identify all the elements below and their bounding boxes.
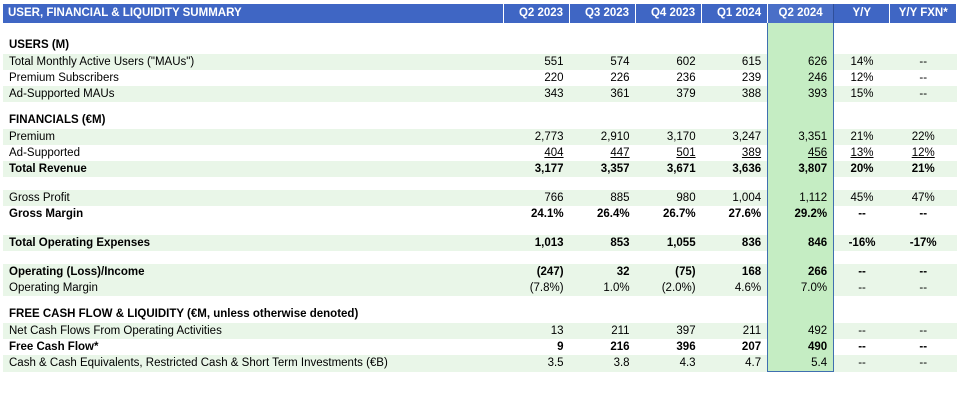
cell: 24.1%: [530, 208, 564, 220]
cell: 13%: [850, 147, 874, 159]
cell: --: [834, 355, 890, 372]
cell: 12%: [911, 147, 935, 159]
row-label: Premium: [3, 129, 504, 145]
cell: 4.3: [636, 355, 702, 372]
table-row: [3, 264, 957, 280]
cell: 168: [702, 264, 768, 280]
cell: 3,636: [702, 161, 768, 177]
section-heading-financials: [3, 111, 957, 129]
table-title: USER, FINANCIAL & LIQUIDITY SUMMARY: [3, 4, 504, 23]
cell: 574: [570, 54, 636, 70]
cell: 15%: [834, 86, 890, 102]
cell: 14%: [834, 54, 890, 70]
cell: 361: [570, 86, 636, 102]
section-heading-fcf: [3, 305, 957, 323]
row-label: Operating Margin: [3, 280, 504, 296]
cell: 404: [544, 147, 564, 159]
cell: 885: [570, 190, 636, 206]
cell: 22%: [890, 129, 957, 145]
cell: --: [890, 264, 957, 280]
cell: 343: [504, 86, 570, 102]
cell: --: [834, 264, 890, 280]
cell: 3,177: [504, 161, 570, 177]
cell: 1,013: [504, 235, 570, 251]
cell-highlight: 29.2%: [768, 206, 834, 222]
cell-highlight: 3,807: [768, 161, 834, 177]
cell: -17%: [890, 235, 957, 251]
section-title: FREE CASH FLOW & LIQUIDITY (€M, unless otherwise denoted): [9, 308, 359, 320]
cell-highlight: 456: [768, 145, 834, 161]
cell-highlight: 626: [768, 54, 834, 70]
spacer-row: [3, 222, 957, 235]
cell: 388: [702, 86, 768, 102]
table-row: [3, 86, 957, 102]
cell: 853: [570, 235, 636, 251]
cell: (7.8%): [504, 280, 570, 296]
cell: 27.6%: [728, 208, 762, 220]
cell: 2,910: [570, 129, 636, 145]
row-label: Total Revenue: [3, 161, 504, 177]
spacer-row: [3, 102, 957, 111]
cell: 397: [636, 323, 702, 339]
row-label: Gross Profit: [3, 190, 504, 206]
cell: --: [890, 355, 957, 372]
cell: --: [890, 54, 957, 70]
cell: 447: [610, 147, 630, 159]
table-row: [3, 235, 957, 251]
cell: 26.4%: [596, 208, 630, 220]
cell-highlight: 266: [768, 264, 834, 280]
row-label: Total Operating Expenses: [3, 235, 504, 251]
table-row-total: [3, 161, 957, 177]
row-label: Ad-Supported MAUs: [3, 86, 504, 102]
col-header-yy: Y/Y: [834, 4, 890, 23]
row-label: Total Monthly Active Users ("MAUs"): [3, 54, 504, 70]
cell-highlight: 1,112: [768, 190, 834, 206]
cell: 3,671: [636, 161, 702, 177]
cell: --: [890, 280, 957, 296]
spacer-row: [3, 177, 957, 190]
cell-highlight: 393: [768, 86, 834, 102]
cell-highlight: 490: [768, 339, 834, 355]
cell: 2,773: [504, 129, 570, 145]
cell: 13: [504, 323, 570, 339]
cell: --: [919, 72, 928, 84]
table-row: [3, 54, 957, 70]
cell: --: [834, 323, 890, 339]
table-row: [3, 145, 957, 161]
cell: 602: [636, 54, 702, 70]
cell: 3,247: [702, 129, 768, 145]
cell: 1,004: [702, 190, 768, 206]
cell: -16%: [834, 235, 890, 251]
section-title: FINANCIALS (€M): [9, 114, 106, 126]
cell: 216: [610, 341, 630, 353]
cell: (247): [504, 264, 570, 280]
row-label: Cash & Cash Equivalents, Restricted Cash & Short Term Investments (€B): [3, 355, 504, 372]
cell: 21%: [890, 161, 957, 177]
table-row: [3, 280, 957, 296]
cell: 20%: [834, 161, 890, 177]
col-header-q1-2024: Q1 2024: [702, 4, 768, 23]
row-label: Net Cash Flows From Operating Activities: [3, 323, 504, 339]
cell: 501: [676, 147, 696, 159]
cell: --: [890, 323, 957, 339]
cell-highlight: 3,351: [768, 129, 834, 145]
cell: 551: [504, 54, 570, 70]
row-label: Gross Margin: [9, 208, 84, 220]
cell: --: [858, 341, 866, 353]
cell: 3.5: [504, 355, 570, 372]
cell: (2.0%): [636, 280, 702, 296]
cell: 3,357: [570, 161, 636, 177]
col-header-q3-2023: Q3 2023: [570, 4, 636, 23]
cell: 226: [610, 72, 630, 84]
col-header-yy-fxn: Y/Y FXN*: [890, 4, 957, 23]
cell: 21%: [834, 129, 890, 145]
cell: 836: [702, 235, 768, 251]
cell: 4.6%: [702, 280, 768, 296]
spacer-row: [3, 296, 957, 305]
cell: 389: [741, 147, 762, 159]
table-row: [3, 190, 957, 206]
cell: 220: [544, 72, 564, 84]
cell: 207: [741, 341, 762, 353]
cell: 1,055: [636, 235, 702, 251]
cell: 379: [636, 86, 702, 102]
cell-highlight: 846: [768, 235, 834, 251]
section-title: USERS (M): [9, 39, 70, 51]
cell: 766: [504, 190, 570, 206]
cell: 236: [676, 72, 696, 84]
cell: 1.0%: [570, 280, 636, 296]
cell: --: [919, 341, 928, 353]
spacer-row: [3, 251, 957, 264]
cell: 980: [636, 190, 702, 206]
spacer-row: [3, 23, 957, 36]
header-row: [3, 4, 957, 23]
cell-highlight: 492: [768, 323, 834, 339]
cell: 47%: [890, 190, 957, 206]
cell: 239: [741, 72, 762, 84]
col-header-q2-2024: Q2 2024: [768, 4, 834, 23]
cell: 12%: [850, 72, 874, 84]
col-header-q4-2023: Q4 2023: [636, 4, 702, 23]
table-row: [3, 323, 957, 339]
cell: 4.7: [702, 355, 768, 372]
cell: 26.7%: [662, 208, 696, 220]
cell-highlight: 5.4: [768, 355, 834, 372]
row-label: Free Cash Flow*: [9, 341, 99, 353]
row-label: Ad-Supported: [9, 147, 80, 159]
table-row: [3, 129, 957, 145]
table-row: [3, 339, 957, 355]
cell-highlight: 7.0%: [768, 280, 834, 296]
table-row: [3, 206, 957, 222]
cell: --: [890, 86, 957, 102]
section-heading-users: [3, 36, 957, 54]
cell: 32: [570, 264, 636, 280]
cell: 3.8: [570, 355, 636, 372]
cell: 211: [702, 323, 768, 339]
table-row: [3, 355, 957, 372]
cell: --: [834, 280, 890, 296]
cell: 396: [676, 341, 696, 353]
row-label: Premium Subscribers: [9, 72, 119, 84]
cell: --: [858, 208, 866, 220]
cell: 211: [570, 323, 636, 339]
cell: 45%: [834, 190, 890, 206]
cell: 9: [557, 341, 564, 353]
row-label: Operating (Loss)/Income: [3, 264, 504, 280]
summary-table: [3, 4, 957, 372]
table-row: [3, 70, 957, 86]
cell: (75): [636, 264, 702, 280]
cell: --: [919, 208, 928, 220]
cell: 3,170: [636, 129, 702, 145]
cell-highlight: 246: [768, 70, 834, 86]
cell: 615: [702, 54, 768, 70]
col-header-q2-2023: Q2 2023: [504, 4, 570, 23]
